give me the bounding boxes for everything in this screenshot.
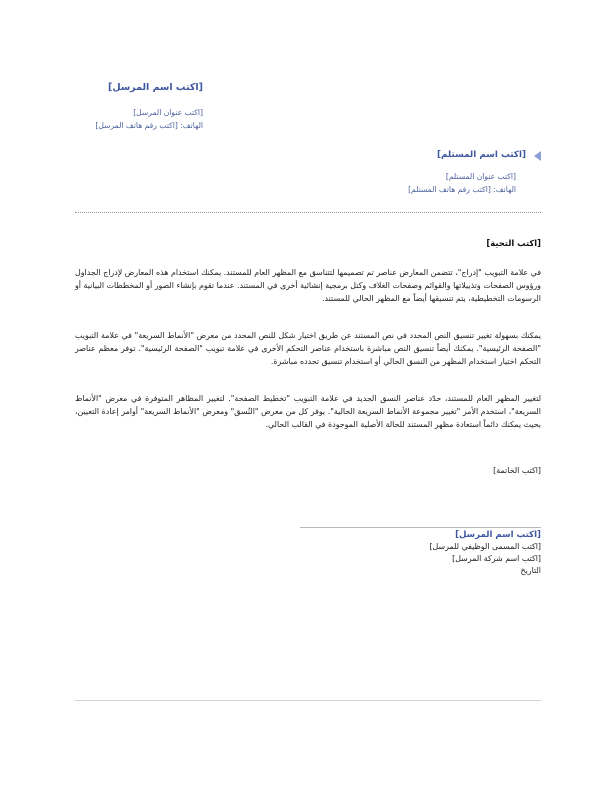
recipient-details [408, 170, 516, 196]
signature-sender-name[interactable]: [اكتب اسم المرسل] [455, 530, 541, 540]
recipient-address[interactable]: [اكتب عنوان المستلم] [445, 172, 516, 181]
body-paragraph-3[interactable]: لتغيير المظهر العام للمستند، حدّد عناصر النسق الجديد في علامة التبويب "تخطيط الصفحة". لتغيير المظاهر المتوفرة في معرض "الأنماط السريعة"، استخدم الأمر "تغيير مجموعة الأنماط السريعة الحالية". يوفر كل من معرض "النُسق" ومعرض "الأنماط السريعة" أوامر إعادة التعيين، بحيث يمكنك دائماً استعادة مظهر المستند للحالة الأصلية الموجودة في القالب الحالي. [75, 394, 541, 429]
signature-company[interactable]: [اكتب اسم شركة المرسل] [452, 554, 541, 563]
signature-line [300, 527, 541, 528]
signature-block [429, 529, 541, 577]
footer-divider [75, 700, 541, 701]
sender-details [95, 106, 203, 132]
header-divider [75, 212, 541, 213]
recipient-block [408, 148, 526, 196]
sender-phone[interactable]: الهاتف: [اكتب رقم هاتف المرسل] [95, 121, 203, 130]
salutation[interactable]: [اكتب التحية] [486, 238, 541, 248]
body-paragraph-1[interactable]: في علامة التبويب "إدراج"، تتضمن المعارض عناصر تم تصميمها لتتناسق مع المظهر العام للمستند. يمكنك استخدام هذه المعارض لإدراج الجداول ورؤوس الصفحات وتذييلاتها والقوائم وصفحات الغلاف وكتل برمجية إنشائية أخرى في المستند. عندما تقوم بإنشاء الصور أو المخططات البيانية أو الرسومات التخطيطية، يتم تنسيقها أيضاً مع المظهر الحالي للمستند. [75, 268, 541, 303]
sender-name[interactable]: [اكتب اسم المرسل] [108, 82, 203, 93]
signature-job-title[interactable]: [اكتب المسمى الوظيفي للمرسل] [429, 542, 541, 551]
body-paragraph-2[interactable]: يمكنك بسهولة تغيير تنسيق النص المحدد في نص المستند عن طريق اختيار شكل للنص المحدد من معرض "الأنماط السريعة" في علامة التبويب "الصفحة الرئيسية". يمكنك أيضاً تنسيق النص مباشرة باستخدام عناصر التحكم الأخرى في علامة تبويب "الصفحة الرئيسية". توفر معظم عناصر التحكم اختيار استخدام المظهر من النسق الحالي أو استخدام تنسيق تحدده مباشرة. [75, 331, 541, 366]
closing[interactable]: [اكتب الخاتمة] [493, 466, 541, 475]
recipient-name[interactable]: [اكتب اسم المستلم] [436, 150, 526, 160]
signature-date[interactable]: التاريخ [520, 566, 541, 575]
triangle-arrow-icon [534, 151, 541, 161]
recipient-phone[interactable]: الهاتف: [اكتب رقم هاتف المستلم] [408, 185, 516, 194]
sender-address[interactable]: [اكتب عنوان المرسل] [133, 108, 203, 117]
